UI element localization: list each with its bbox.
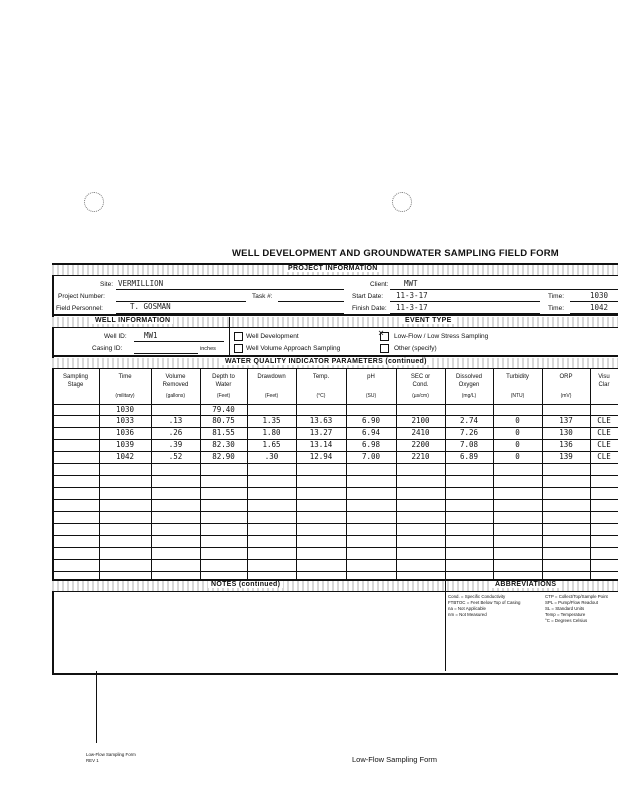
table-cell: 1042: [115, 452, 135, 461]
table-cell: 7.26: [459, 428, 479, 437]
table-cell: 1030: [115, 405, 135, 414]
row-rule: [52, 523, 618, 524]
notes-abbrev-divider: [445, 581, 446, 671]
casing-id-label: Casing ID:: [92, 345, 123, 352]
table-cell: CLE: [597, 416, 611, 425]
table-cell: 0: [515, 452, 520, 461]
site-value: VERMILLION: [118, 279, 164, 288]
column-unit: (µs/cm): [412, 393, 429, 399]
column-header: pH: [367, 374, 375, 380]
time-value-1: 1030: [590, 291, 609, 300]
client-line: [390, 289, 618, 290]
site-label: Site:: [100, 281, 114, 288]
column-unit: (NTU): [510, 393, 525, 399]
start-date-value: 11-3-17: [396, 291, 428, 300]
table-cell: 1.35: [262, 416, 281, 425]
table-cell: 6.90: [361, 416, 381, 425]
casing-id-line: [134, 353, 198, 354]
well-id-line: [134, 341, 224, 342]
table-cell: 80.75: [212, 416, 235, 425]
table-cell: 1.80: [262, 428, 281, 437]
abbrev-right-1: SPL = Pump/Flow Readout: [545, 600, 598, 605]
field-personnel-value: T. GOSMAN: [130, 302, 171, 311]
wq-section-label: WATER QUALITY INDICATOR PARAMETERS (continued): [222, 358, 430, 365]
table-cell: 137: [559, 416, 573, 425]
column-unit: (Feet): [216, 393, 231, 399]
footer-left-line-1: Low-Flow Sampling Form: [86, 752, 136, 757]
table-cell: 1.65: [262, 440, 281, 449]
row-rule: [52, 547, 618, 548]
time-line-1: [570, 301, 618, 302]
table-cell: 6.89: [459, 452, 479, 461]
table-cell: .39: [168, 440, 183, 449]
table-cell: 0: [515, 416, 520, 425]
event-checkbox-other[interactable]: [380, 344, 389, 353]
event-label-other: Other (specify): [394, 345, 437, 352]
well-id-label: Well ID:: [104, 333, 127, 340]
client-label: Client:: [370, 281, 389, 288]
footer-center: Low-Flow Sampling Form: [352, 755, 438, 764]
margin-mark: [96, 671, 97, 743]
row-rule: [52, 475, 618, 476]
column-unit: (military): [115, 393, 135, 399]
abbrev-section-label: ABBREVIATIONS: [492, 581, 559, 588]
punch-hole-right: [392, 192, 412, 212]
table-cell: 1033: [115, 416, 135, 425]
finish-date-label: Finish Date:: [352, 305, 387, 312]
table-cell: CLE: [597, 440, 611, 449]
table-cell: .52: [168, 452, 183, 461]
table-cell: 81.55: [212, 428, 235, 437]
table-cell: 2100: [411, 416, 430, 425]
table-cell: 2210: [411, 452, 430, 461]
table-cell: 2200: [411, 440, 430, 449]
task-label: Task #:: [252, 293, 273, 300]
event-check-mark: ⨯: [378, 328, 385, 339]
table-cell: 13.63: [309, 416, 333, 425]
field-personnel-label: Field Personnel:: [56, 305, 103, 312]
site-line: [116, 289, 344, 290]
column-header: Depth to Water: [212, 374, 235, 388]
table-cell: .30: [264, 452, 279, 461]
start-date-line: [390, 301, 540, 302]
column-unit: (SU): [365, 393, 377, 399]
casing-units: inches: [200, 346, 216, 352]
table-cell: 136: [559, 440, 573, 449]
abbrev-right-2: SL = Standard Units: [545, 606, 585, 611]
footer-left-line-2: REV 1: [86, 758, 99, 763]
column-header: SEC or Cond.: [410, 374, 431, 388]
well-section-label: WELL INFORMATION: [92, 317, 173, 324]
time-label-2: Time:: [548, 305, 565, 312]
column-header: Drawdown: [257, 374, 286, 380]
row-rule: [52, 463, 618, 464]
table-cell: 2410: [411, 428, 430, 437]
row-rule: [52, 499, 618, 500]
abbrev-left-3: nm = Not Measured: [448, 612, 487, 617]
column-header: Temp.: [312, 374, 330, 380]
column-header: Dissolved Oxygen: [455, 374, 482, 388]
table-cell: .13: [168, 416, 183, 425]
event-bottom-rule: [52, 355, 618, 357]
table-cell: 2.74: [459, 416, 479, 425]
abbrev-left-0: Cond. = Specific Conductivity: [448, 594, 506, 599]
table-cell: 139: [559, 452, 573, 461]
column-unit: (°C): [316, 393, 326, 399]
event-label-well-volume: Well Volume Approach Sampling: [246, 345, 341, 352]
table-cell: 82.30: [212, 440, 235, 449]
time-label-1: Time:: [548, 293, 565, 300]
table-cell: 1036: [115, 428, 135, 437]
well-id-value: MW1: [144, 331, 158, 340]
column-header: Volume Removed: [162, 374, 189, 388]
abbrev-right-3: Temp = Temperature: [545, 612, 586, 617]
abbrev-left-2: na = Not Applicable: [448, 606, 486, 611]
column-header: ORP: [559, 374, 573, 380]
column-header: Turbidity: [506, 374, 529, 380]
row-rule: [52, 571, 618, 572]
table-cell: 1039: [115, 440, 135, 449]
table-cell: 7.00: [361, 452, 381, 461]
start-date-label: Start Date:: [352, 293, 384, 300]
abbrev-right-0: CTP = Collect/Top/Sample Point: [545, 594, 608, 599]
column-unit: (mg/L): [461, 393, 477, 399]
project-number-label: Project Number:: [58, 293, 105, 300]
event-label-low-flow: Low-Flow / Low Stress Sampling: [394, 333, 489, 340]
client-value: MWT: [404, 279, 418, 288]
row-rule: [52, 559, 618, 560]
event-section-label: EVENT TYPE: [402, 317, 455, 324]
abbrev-right-4: °C = Degrees Celsius: [545, 618, 588, 623]
table-cell: 82.90: [212, 452, 235, 461]
column-unit: (mV): [560, 393, 572, 399]
table-cell: 13.27: [309, 428, 333, 437]
project-bottom-rule: [52, 314, 618, 316]
notes-section-label: NOTES (continued): [208, 581, 283, 588]
table-cell: 0: [515, 440, 520, 449]
event-checkbox-well-volume[interactable]: [234, 344, 243, 353]
task-line: [278, 301, 344, 302]
time-value-2: 1042: [590, 303, 609, 312]
row-rule: [52, 535, 618, 536]
column-header: Visu Clar: [598, 374, 610, 388]
table-cell: CLE: [597, 428, 611, 437]
table-cell: 7.08: [459, 440, 479, 449]
punch-hole-left: [84, 192, 104, 212]
row-rule: [52, 487, 618, 488]
row-rule: [52, 511, 618, 512]
table-cell: 12.94: [309, 452, 333, 461]
column-header: Sampling Stage: [62, 374, 88, 388]
event-label-well-development: Well Development: [246, 333, 299, 340]
well-event-divider: [229, 317, 230, 355]
table-cell: CLE: [597, 452, 611, 461]
table-cell: 13.14: [309, 440, 333, 449]
table-cell: 130: [559, 428, 573, 437]
project-section-label: PROJECT INFORMATION: [285, 265, 381, 272]
table-cell: 6.94: [361, 428, 381, 437]
form-title: WELL DEVELOPMENT AND GROUNDWATER SAMPLING FIELD FORM: [232, 248, 559, 259]
column-header: Time: [118, 374, 132, 380]
abbrev-left-1: FTBTOC = Feet Below Top of Casing: [448, 600, 521, 605]
column-unit: (Feet): [264, 393, 279, 399]
table-cell: 0: [515, 428, 520, 437]
column-unit: (gallons): [165, 393, 186, 399]
notes-area[interactable]: [54, 593, 444, 669]
table-cell: 79.40: [212, 405, 235, 414]
finish-date-value: 11-3-17: [396, 303, 428, 312]
table-cell: .26: [168, 428, 183, 437]
event-checkbox-well-development[interactable]: [234, 332, 243, 341]
table-cell: 6.98: [361, 440, 381, 449]
